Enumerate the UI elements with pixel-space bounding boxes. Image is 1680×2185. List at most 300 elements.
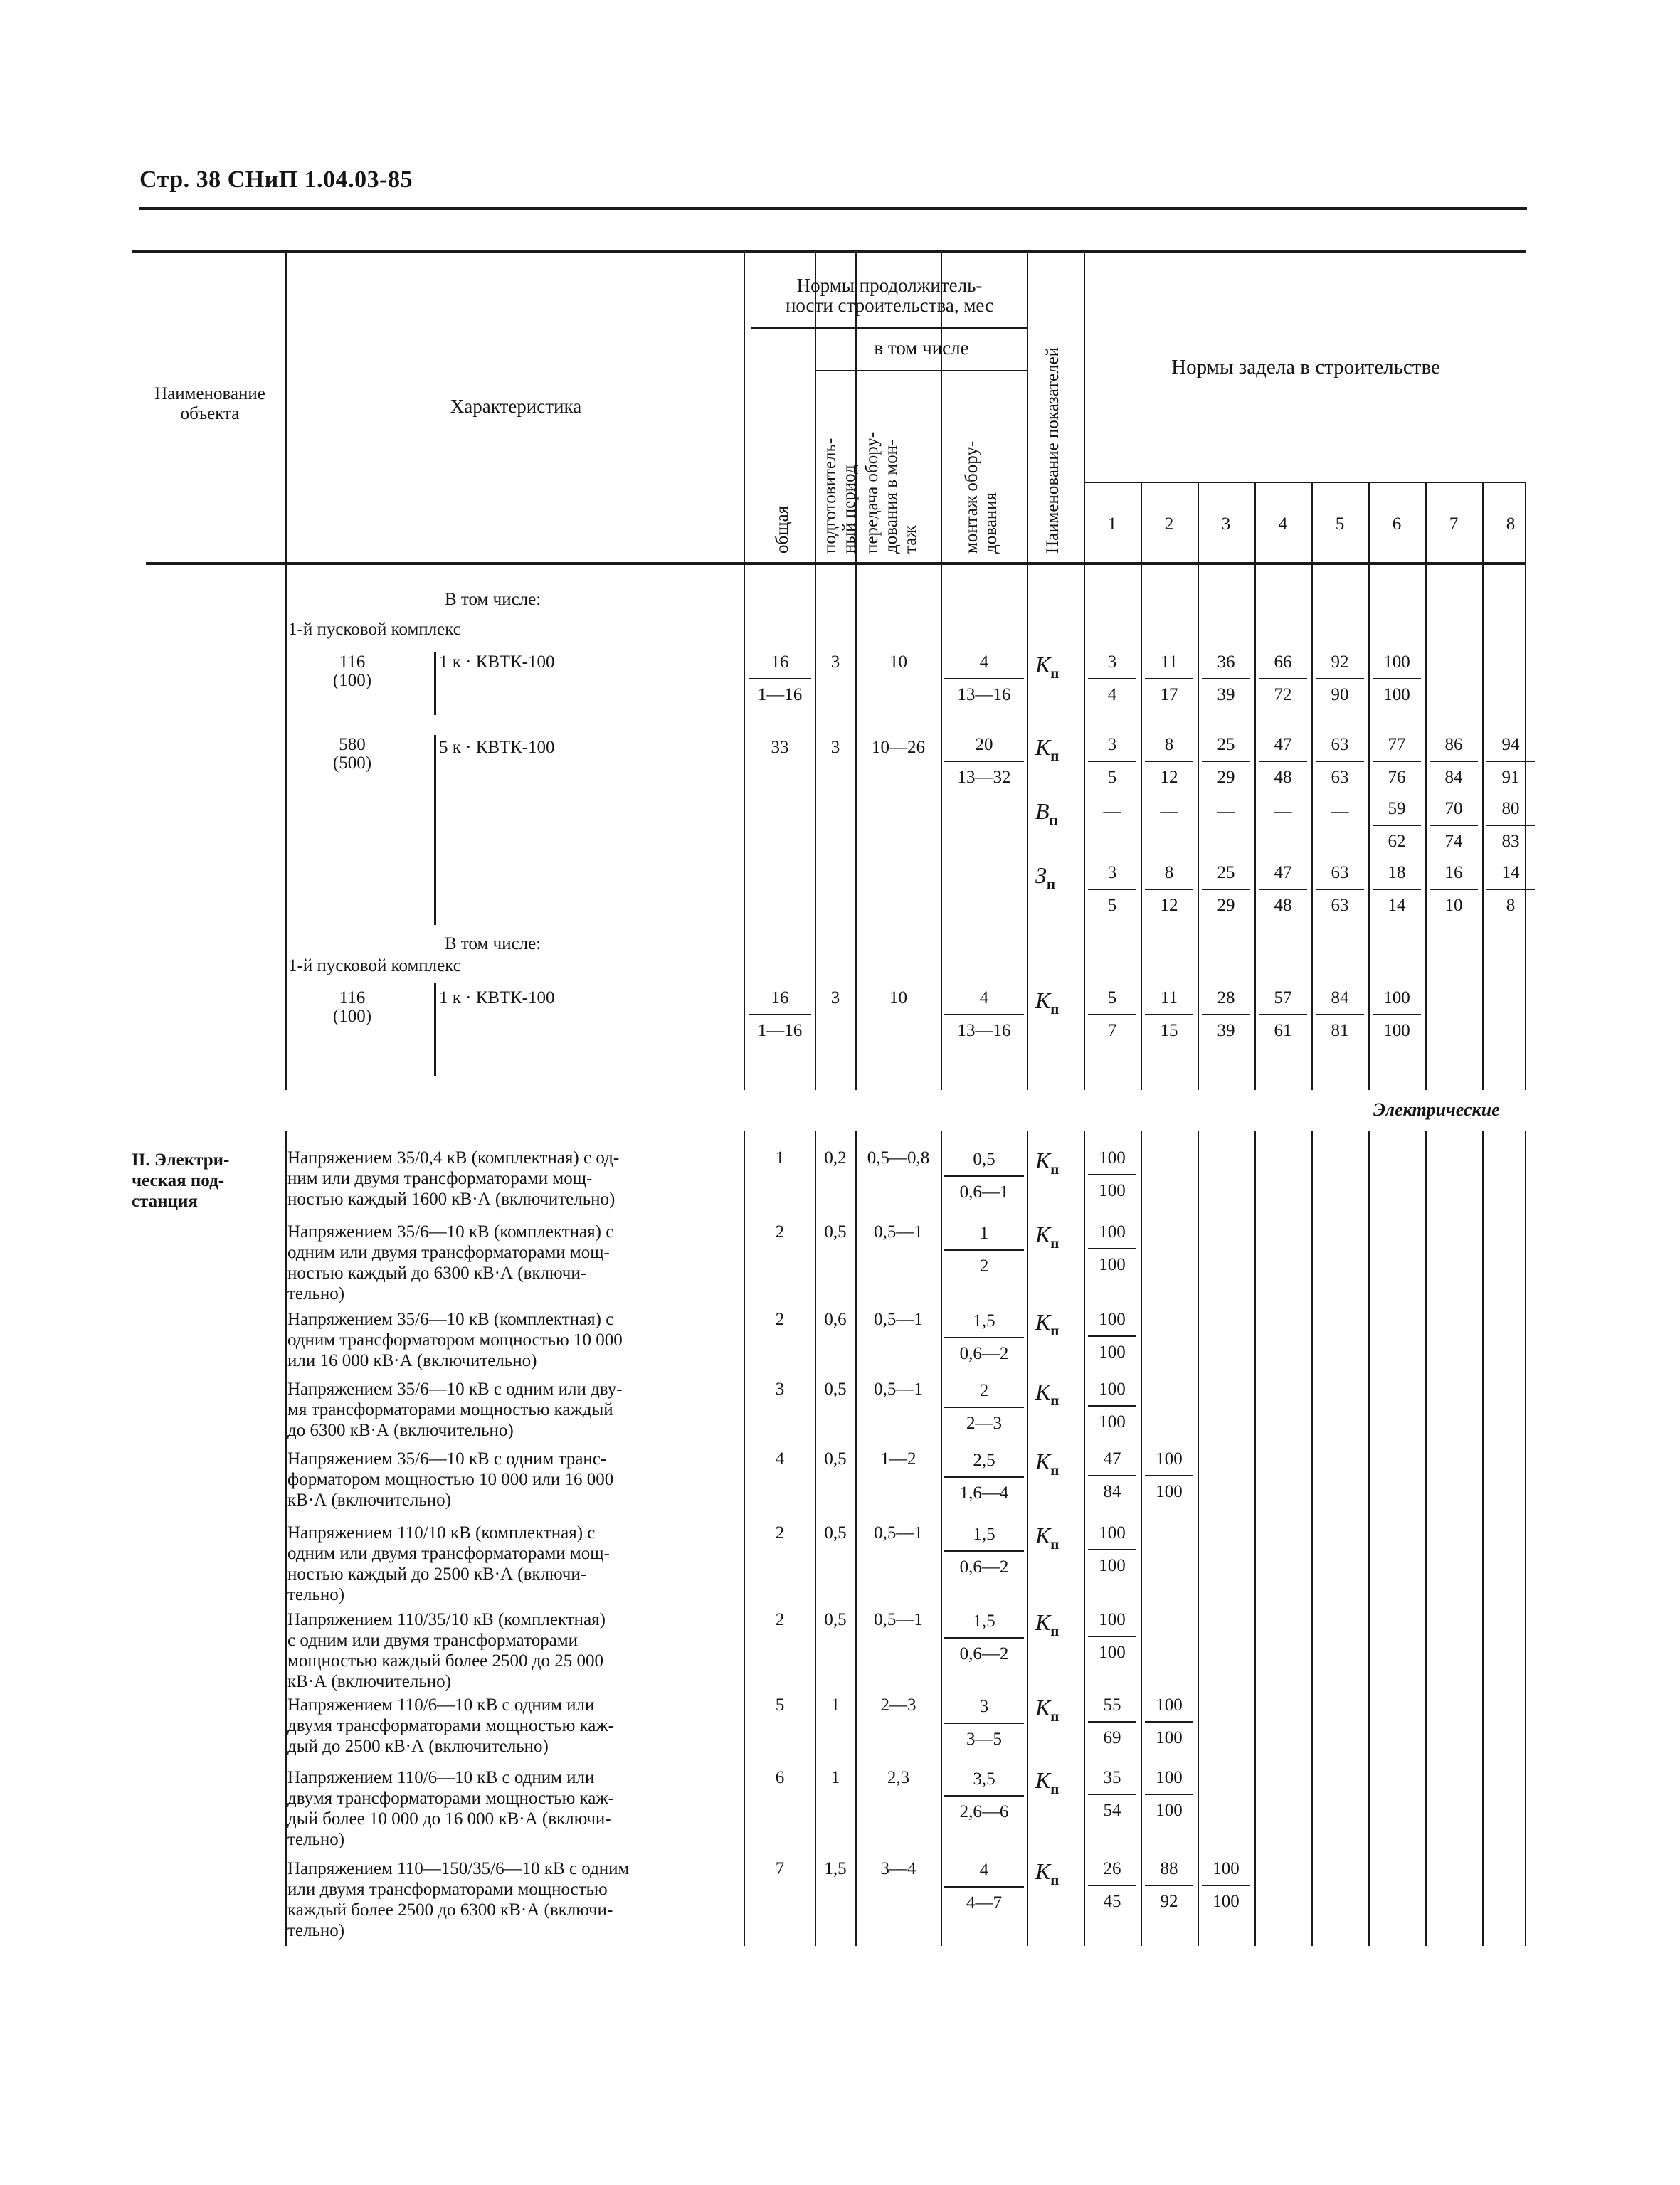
reserve-value-den: 100 <box>1088 1248 1136 1274</box>
reserve-value-den: 61 <box>1259 1014 1307 1039</box>
reserve-value-num: 35 <box>1103 1768 1121 1787</box>
equipment-install-num: 2,5 <box>973 1451 995 1470</box>
indicator-kp-sub: п <box>1050 1780 1060 1797</box>
reserve-value-num: 28 <box>1217 988 1235 1007</box>
row-description-line: тельно) <box>287 1585 345 1604</box>
reserve-value-den: 54 <box>1088 1794 1136 1819</box>
reserve-value <box>1088 1860 1136 1910</box>
reserve-value <box>1145 1696 1193 1747</box>
object-number-paren: (100) <box>332 1007 372 1026</box>
reserve-value-den: 39 <box>1202 678 1250 704</box>
reserve-dash: — <box>1160 802 1178 821</box>
reserve-value-den: 8 <box>1486 889 1535 914</box>
including-label-1: В том числе: <box>445 590 541 609</box>
header-prep-2: ный период <box>840 465 859 554</box>
reserve-value-num: 18 <box>1388 863 1406 882</box>
reserve-value-den: 29 <box>1202 889 1250 914</box>
reserve-value-den: 100 <box>1088 1636 1136 1661</box>
total-duration: 2 <box>775 1310 785 1329</box>
grid-vline <box>855 1131 857 1946</box>
grid-vline <box>1254 564 1256 1090</box>
equipment-install-den: 2 <box>944 1249 1024 1275</box>
reserve-value <box>1088 1611 1136 1661</box>
total-duration: 5 <box>775 1695 785 1715</box>
reserve-value-num: 16 <box>1444 863 1463 882</box>
grid-vline <box>434 983 436 1076</box>
indicator-kp <box>1035 1222 1059 1252</box>
table-header-bottom-rule <box>146 562 1526 565</box>
indicator-kp <box>1035 652 1059 682</box>
equipment-transfer: 0,5—1 <box>874 1523 923 1543</box>
row-description-line: или 16 000 кВ·А (включительно) <box>287 1351 537 1370</box>
row-description-line: кВ·А (включительно) <box>287 1491 451 1510</box>
reserve-value-den: 48 <box>1259 889 1307 914</box>
grid-vline <box>744 1131 745 1946</box>
equipment-install <box>944 1612 1024 1663</box>
reserve-value <box>1430 864 1478 914</box>
reserve-value-num: 63 <box>1331 735 1349 754</box>
grid-vline <box>285 253 287 564</box>
indicator-kp-letter: К <box>1035 1379 1051 1404</box>
grid-vline <box>1311 564 1313 1090</box>
month-header-6: 6 <box>1392 514 1402 534</box>
month-header-8: 8 <box>1506 514 1516 534</box>
reserve-value-num: 14 <box>1501 863 1520 882</box>
including-label-2: В том числе: <box>445 934 541 953</box>
reserve-value-den: 84 <box>1088 1475 1136 1501</box>
indicator-0-sub: п <box>1050 747 1060 764</box>
grid-vline <box>855 564 857 1090</box>
indicator-kp <box>1035 988 1059 1018</box>
row-description-line: Напряжением 110/6—10 кВ с одним или <box>287 1768 595 1787</box>
reserve-value <box>1088 1524 1136 1575</box>
equipment-install-num: 4 <box>979 988 989 1007</box>
equipment-transfer: 0,5—1 <box>874 1380 923 1399</box>
equipment-install-den: 13—16 <box>944 1014 1024 1039</box>
row-description-line: ностью каждый 1600 кВ·А (включительно) <box>287 1190 616 1209</box>
indicator-kp-sub: п <box>1050 1392 1060 1409</box>
equipment-install-num: 1 <box>979 1224 989 1243</box>
prep-period: 3 <box>830 988 840 1007</box>
reserve-value-num: 55 <box>1103 1695 1121 1715</box>
prep-period: 0,2 <box>824 1148 847 1168</box>
grid-vline <box>1027 564 1028 1090</box>
running-head: Стр. 38 СНиП 1.04.03-85 <box>139 166 413 193</box>
reserve-value-den: 12 <box>1145 761 1193 786</box>
indicator-kp <box>1035 1379 1059 1409</box>
reserve-value-num: 63 <box>1331 863 1349 882</box>
reserve-value <box>1373 989 1421 1039</box>
reserve-value-num: 100 <box>1383 988 1410 1007</box>
grid-vline <box>1311 1131 1313 1946</box>
reserve-value-den: 5 <box>1088 761 1136 786</box>
row-description-line: до 6300 кВ·А (включительно) <box>287 1421 514 1440</box>
header-reserve-norms: Нормы задела в строительстве <box>1171 356 1440 379</box>
equipment-install-den: 2,6—6 <box>944 1795 1024 1821</box>
header-indicator-name: Наименование показателей <box>1043 346 1062 554</box>
row-description-line: Напряжением 110/10 кВ (комплектная) с <box>287 1523 596 1543</box>
reserve-value-den: 63 <box>1316 761 1364 786</box>
header-transfer-2: дования в мон- <box>882 439 901 554</box>
equipment-install <box>944 1312 1024 1363</box>
reserve-value <box>1202 864 1250 914</box>
reserve-value-den: 90 <box>1316 678 1364 704</box>
reserve-value-num: 80 <box>1501 799 1520 818</box>
reserve-value-num: 11 <box>1160 652 1178 672</box>
reserve-value <box>1373 653 1421 704</box>
reserve-value-den: 15 <box>1145 1014 1193 1039</box>
reserve-value <box>1088 1149 1136 1200</box>
reserve-value <box>1259 653 1307 704</box>
reserve-value-den: 100 <box>1145 1475 1193 1501</box>
object-number: 580 <box>339 735 366 754</box>
header-including: в том числе <box>874 337 969 359</box>
grid-vline <box>1198 1131 1199 1946</box>
equipment-install-den: 13—32 <box>944 761 1024 786</box>
reserve-value-num: 94 <box>1501 735 1520 754</box>
reserve-value <box>1145 864 1193 914</box>
indicator-kp-letter: К <box>1035 1523 1051 1548</box>
indicator-kp-letter: К <box>1035 1449 1051 1474</box>
row-description-line: Напряжением 35/6—10 кВ (комплектная) с <box>287 1222 614 1242</box>
reserve-value-den: 92 <box>1145 1885 1193 1910</box>
total-duration: 4 <box>775 1449 785 1469</box>
grid-vline <box>1084 564 1085 1090</box>
reserve-value-num: 26 <box>1103 1859 1121 1878</box>
reserve-value <box>1202 736 1250 786</box>
grid-vline <box>1482 1131 1484 1946</box>
header-duration-1: Нормы продолжитель- <box>796 275 983 296</box>
grid-vline <box>1027 1131 1028 1946</box>
reserve-value <box>1145 989 1193 1039</box>
reserve-value-num: 100 <box>1099 1222 1126 1242</box>
equipment-install-num: 4 <box>979 652 989 672</box>
section-object-2: ческая под- <box>132 1171 225 1190</box>
header-duration-2: ности строительства, мес <box>785 295 994 316</box>
indicator-kp <box>1035 1523 1059 1553</box>
row-description-line: кВ·А (включительно) <box>287 1672 451 1691</box>
indicator-kp <box>1035 1858 1059 1889</box>
running-head-rule <box>139 207 1527 210</box>
equipment-install-den: 0,6—2 <box>944 1550 1024 1576</box>
month-header-1: 1 <box>1107 514 1117 534</box>
prep-period: 1 <box>830 1768 840 1787</box>
reserve-value-num: 100 <box>1099 1523 1126 1543</box>
equipment-transfer: 10 <box>889 988 907 1007</box>
prep-period: 0,5 <box>824 1380 847 1399</box>
reserve-value <box>1430 736 1478 786</box>
complex-label-2: 1-й пусковой комплекс <box>288 956 461 975</box>
prep-period: 0,5 <box>824 1523 847 1543</box>
total-duration: 6 <box>775 1768 785 1787</box>
total-duration-den: 1—16 <box>749 1014 811 1039</box>
indicator-kp-sub: п <box>1050 1000 1060 1017</box>
including-subrule <box>816 370 1027 371</box>
reserve-value <box>1316 864 1364 914</box>
reserve-value-num: 70 <box>1444 799 1463 818</box>
row-description-line: ностью каждый до 2500 кВ·А (включи- <box>287 1565 587 1584</box>
prep-period: 1,5 <box>824 1859 847 1878</box>
grid-vline <box>1027 253 1028 564</box>
equipment-install <box>944 653 1024 704</box>
prep-period: 0,5 <box>824 1610 847 1629</box>
reserve-value-num: 8 <box>1164 863 1174 882</box>
months-subrule <box>1084 482 1526 483</box>
header-transfer-3: таж <box>901 525 920 554</box>
equipment-install <box>944 1150 1024 1201</box>
reserve-value <box>1259 736 1307 786</box>
characteristic-text: 1 к · КВТК-100 <box>439 988 555 1007</box>
reserve-value-num: 5 <box>1107 988 1117 1007</box>
grid-vline <box>1525 1131 1526 1946</box>
row-description-line: с одним или двумя трансформаторами <box>287 1631 578 1650</box>
reserve-value-den: 45 <box>1088 1885 1136 1910</box>
equipment-install <box>944 989 1024 1039</box>
total-duration <box>749 989 811 1039</box>
equipment-install <box>944 1224 1024 1275</box>
row-description-line: дый до 2500 кВ·А (включительно) <box>287 1737 549 1756</box>
indicator-kp-sub: п <box>1050 1535 1060 1552</box>
grid-vline <box>1198 564 1199 1090</box>
reserve-value-den: 17 <box>1145 678 1193 704</box>
row-description-line: Напряжением 110/6—10 кВ с одним или <box>287 1695 595 1715</box>
indicator-kp-letter: К <box>1035 1609 1051 1635</box>
reserve-value <box>1486 800 1535 850</box>
equipment-install-num: 20 <box>975 735 993 754</box>
grid-vline <box>815 1131 816 1946</box>
equipment-install-num: 3,5 <box>973 1769 995 1789</box>
reserve-value-den: 39 <box>1202 1014 1250 1039</box>
row-description-line: форматором мощностью 10 000 или 16 000 <box>287 1470 614 1489</box>
equipment-install <box>944 1525 1024 1576</box>
month-header-3: 3 <box>1221 514 1231 534</box>
reserve-value-num: 86 <box>1444 735 1463 754</box>
reserve-value-num: 25 <box>1217 863 1235 882</box>
reserve-value-num: 88 <box>1160 1859 1178 1878</box>
row-description-line: Напряжением 35/6—10 кВ с одним транс- <box>287 1449 607 1469</box>
equipment-install-num: 1,5 <box>973 1525 995 1544</box>
indicator-1-letter: В <box>1035 798 1050 824</box>
reserve-value <box>1259 989 1307 1039</box>
equipment-install-den: 0,6—2 <box>944 1637 1024 1663</box>
header-prep-1: подготовитель- <box>820 438 840 554</box>
reserve-value-den: 81 <box>1316 1014 1364 1039</box>
equipment-install-den: 1,6—4 <box>944 1476 1024 1502</box>
row-description-line: тельно) <box>287 1921 345 1940</box>
row-description-line: Напряжением 35/6—10 кВ с одним или дву- <box>287 1380 623 1399</box>
equipment-install <box>944 1770 1024 1821</box>
total-duration-num: 16 <box>771 988 789 1007</box>
total-duration <box>749 653 811 704</box>
reserve-value <box>1088 989 1136 1039</box>
reserve-value <box>1145 736 1193 786</box>
indicator-kp-sub: п <box>1050 665 1060 682</box>
grid-vline <box>285 564 287 1090</box>
total-duration: 2 <box>775 1523 785 1543</box>
reserve-dash: — <box>1103 802 1121 821</box>
indicator-kp-letter: К <box>1035 1148 1051 1173</box>
reserve-value-den: 76 <box>1373 761 1421 786</box>
indicator-kp-sub: п <box>1050 1461 1060 1478</box>
reserve-value-num: 11 <box>1160 988 1178 1007</box>
reserve-value-den: 100 <box>1088 1549 1136 1575</box>
equipment-transfer: 1—2 <box>880 1449 916 1469</box>
reserve-value <box>1373 864 1421 914</box>
reserve-value-den: 100 <box>1202 1885 1250 1910</box>
row-description-line: тельно) <box>287 1284 345 1303</box>
indicator-2-sub: п <box>1046 875 1055 892</box>
reserve-value <box>1145 1860 1193 1910</box>
equipment-transfer: 3—4 <box>880 1859 916 1878</box>
reserve-value-den: 100 <box>1088 1335 1136 1361</box>
equipment-install-den: 0,6—1 <box>944 1175 1024 1201</box>
grid-vline <box>1141 564 1142 1090</box>
grid-vline <box>434 652 436 715</box>
total-duration: 2 <box>775 1222 785 1242</box>
reserve-value-num: 100 <box>1099 1380 1126 1399</box>
row-description-line: дый более 10 000 до 16 000 кВ·А (включи- <box>287 1809 611 1829</box>
reserve-dash: — <box>1331 802 1349 821</box>
reserve-value <box>1088 736 1136 786</box>
reserve-value-den: 7 <box>1088 1014 1136 1039</box>
total-duration: 3 <box>775 1380 785 1399</box>
equipment-transfer: 2—3 <box>880 1695 916 1715</box>
row-description-line: каждый более 2500 до 6300 кВ·А (включи- <box>287 1900 613 1920</box>
reserve-value-num: 100 <box>1156 1768 1183 1787</box>
characteristic-text: 5 к · КВТК-100 <box>439 738 555 757</box>
indicator-kp <box>1035 1449 1059 1479</box>
month-header-5: 5 <box>1335 514 1345 534</box>
month-header-2: 2 <box>1164 514 1174 534</box>
total-duration: 7 <box>775 1859 785 1878</box>
reserve-value-den: 83 <box>1486 825 1535 850</box>
object-number: 116 <box>339 652 366 672</box>
indicator-2 <box>1035 862 1055 893</box>
indicator-kp-sub: п <box>1050 1160 1060 1178</box>
reserve-value <box>1145 1450 1193 1501</box>
equipment-install <box>944 1698 1024 1748</box>
grid-vline <box>815 564 816 1090</box>
grid-vline <box>1254 1131 1256 1946</box>
reserve-value-den: 91 <box>1486 761 1535 786</box>
complex-label-1: 1-й пусковой комплекс <box>288 620 461 639</box>
reserve-value-den: 100 <box>1088 1174 1136 1200</box>
month-header-7: 7 <box>1449 514 1459 534</box>
reserve-value-den: 84 <box>1430 761 1478 786</box>
row-description-line: мощностью каждый более 2500 до 25 000 <box>287 1651 603 1671</box>
row-description-line: Напряжением 110/35/10 кВ (комплектная) <box>287 1610 606 1629</box>
equipment-install-num: 0,5 <box>973 1150 995 1169</box>
row-description-line: одним или двумя трансформаторами мощ- <box>287 1243 610 1262</box>
reserve-value-den: 100 <box>1145 1794 1193 1819</box>
reserve-value <box>1145 653 1193 704</box>
total-duration: 1 <box>775 1148 785 1168</box>
object-number: 116 <box>339 988 366 1007</box>
indicator-0 <box>1035 734 1059 765</box>
indicator-1-sub: п <box>1049 811 1058 828</box>
grid-vline <box>1425 1131 1427 1946</box>
indicator-kp <box>1035 1695 1059 1725</box>
reserve-value-num: 3 <box>1107 652 1117 672</box>
header-install-2: дования <box>981 492 1000 554</box>
reserve-value-num: 59 <box>1388 799 1406 818</box>
grid-vline <box>1141 1131 1142 1946</box>
equipment-install-den: 0,6—2 <box>944 1337 1024 1363</box>
indicator-kp-letter: К <box>1035 1767 1051 1793</box>
reserve-value-den: 100 <box>1373 1014 1421 1039</box>
grid-vline <box>434 735 436 925</box>
indicator-kp-letter: К <box>1035 988 1051 1013</box>
reserve-value-num: 8 <box>1164 735 1174 754</box>
reserve-value-den: 14 <box>1373 889 1421 914</box>
equipment-install-num: 1,5 <box>973 1311 995 1330</box>
reserve-value-num: 100 <box>1156 1449 1183 1469</box>
reserve-value <box>1259 864 1307 914</box>
equipment-install-num: 2 <box>979 1381 989 1400</box>
reserve-value-num: 47 <box>1274 735 1292 754</box>
reserve-value-num: 100 <box>1099 1310 1126 1329</box>
reserve-value-num: 36 <box>1217 652 1235 672</box>
indicator-kp-sub: п <box>1050 1234 1060 1252</box>
header-characteristic: Характеристика <box>450 396 582 417</box>
row-description-line: Напряжением 35/6—10 кВ (комплектная) с <box>287 1310 614 1329</box>
grid-vline <box>941 1131 942 1946</box>
reserve-value <box>1430 800 1478 850</box>
reserve-value <box>1202 1860 1250 1910</box>
section-caption: Электрические <box>1373 1099 1500 1120</box>
reserve-value-den: 100 <box>1373 678 1421 704</box>
row-description-line: или двумя трансформаторами мощностью <box>287 1880 608 1899</box>
grid-vline <box>1084 1131 1085 1946</box>
row-description-line: ним или двумя трансформаторами мощ- <box>287 1169 593 1188</box>
total-duration-num: 16 <box>771 652 789 672</box>
equipment-transfer: 2,3 <box>887 1768 910 1787</box>
reserve-value-den: 74 <box>1430 825 1478 850</box>
reserve-value-num: 57 <box>1274 988 1292 1007</box>
reserve-value <box>1088 1380 1136 1431</box>
reserve-value <box>1088 864 1136 914</box>
indicator-kp-sub: п <box>1050 1622 1060 1639</box>
indicator-kp-letter: К <box>1035 1222 1051 1247</box>
header-object-name: Наименование объекта <box>154 384 265 423</box>
reserve-value-num: 47 <box>1103 1449 1121 1469</box>
indicator-1 <box>1035 798 1058 829</box>
equipment-install <box>944 736 1024 786</box>
prep-period: 3 <box>830 738 840 757</box>
equipment-transfer: 10 <box>889 652 907 672</box>
prep-period: 3 <box>830 652 840 672</box>
characteristic-text: 1 к · КВТК-100 <box>439 652 555 672</box>
total-duration: 2 <box>775 1610 785 1629</box>
reserve-value <box>1088 1311 1136 1361</box>
row-description-line: тельно) <box>287 1830 345 1849</box>
reserve-value-den: 29 <box>1202 761 1250 786</box>
prep-period: 0,6 <box>824 1310 847 1329</box>
row-description-line: Напряжением 110—150/35/6—10 кВ с одним <box>287 1859 630 1878</box>
indicator-kp-letter: К <box>1035 1309 1051 1335</box>
section-object-1: II. Электри- <box>132 1150 230 1170</box>
equipment-install <box>944 1861 1024 1912</box>
reserve-value-num: 100 <box>1099 1148 1126 1168</box>
reserve-value <box>1088 1696 1136 1747</box>
indicator-0-letter: К <box>1035 734 1051 760</box>
reserve-value <box>1486 864 1535 914</box>
reserve-value-den: 100 <box>1145 1721 1193 1747</box>
month-header-4: 4 <box>1278 514 1288 534</box>
reserve-value <box>1088 1223 1136 1274</box>
row-description-line: двумя трансформаторами мощностью каж- <box>287 1789 614 1808</box>
prep-period: 0,5 <box>824 1222 847 1242</box>
